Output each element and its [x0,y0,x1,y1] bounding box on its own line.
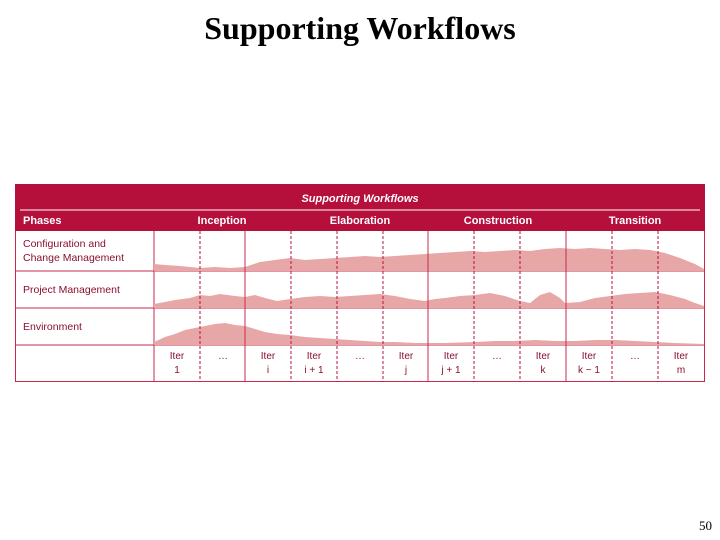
iteration-label: Iter [581,351,597,362]
workflow-chart-svg [15,184,705,382]
phase-label-elaboration: Elaboration [329,215,391,227]
workflow-label-environment: Environment [23,321,82,333]
slide-title: Supporting Workflows [204,10,516,46]
iteration-ellipsis: … [492,351,502,362]
iteration-label-sub: j + 1 [441,365,461,376]
banner-title: Supporting Workflows [301,193,419,205]
phase-label-construction: Construction [463,215,533,227]
iteration-label: Iter [169,351,185,362]
iteration-label-sub: i [266,365,270,376]
iteration-label-sub: m [676,365,686,376]
page-number: 50 [699,518,712,533]
workflow-label-project-management: Project Management [23,284,120,296]
iteration-label: Iter [398,351,414,362]
iteration-label: Iter [535,351,551,362]
iteration-ellipsis: … [218,351,228,362]
iteration-ellipsis: … [630,351,640,362]
workflow-label-config-line1: Configuration and [23,238,106,250]
iteration-label: Iter [306,351,322,362]
iteration-label: Iter [443,351,459,362]
iteration-label: Iter [673,351,689,362]
iteration-label-sub: i + 1 [304,365,324,376]
workflow-label-config-line2: Change Management [23,252,124,264]
iteration-label-sub: 1 [174,365,180,376]
supporting-workflows-diagram [15,184,705,382]
phases-header: Phases [23,215,62,227]
phase-label-inception: Inception [197,215,247,227]
iteration-ellipsis: … [355,351,365,362]
phase-label-transition: Transition [608,215,662,227]
iteration-label-sub: k − 1 [578,365,600,376]
iteration-label-sub: k [540,365,546,376]
iteration-label-sub: j [404,365,408,376]
iteration-label: Iter [260,351,276,362]
